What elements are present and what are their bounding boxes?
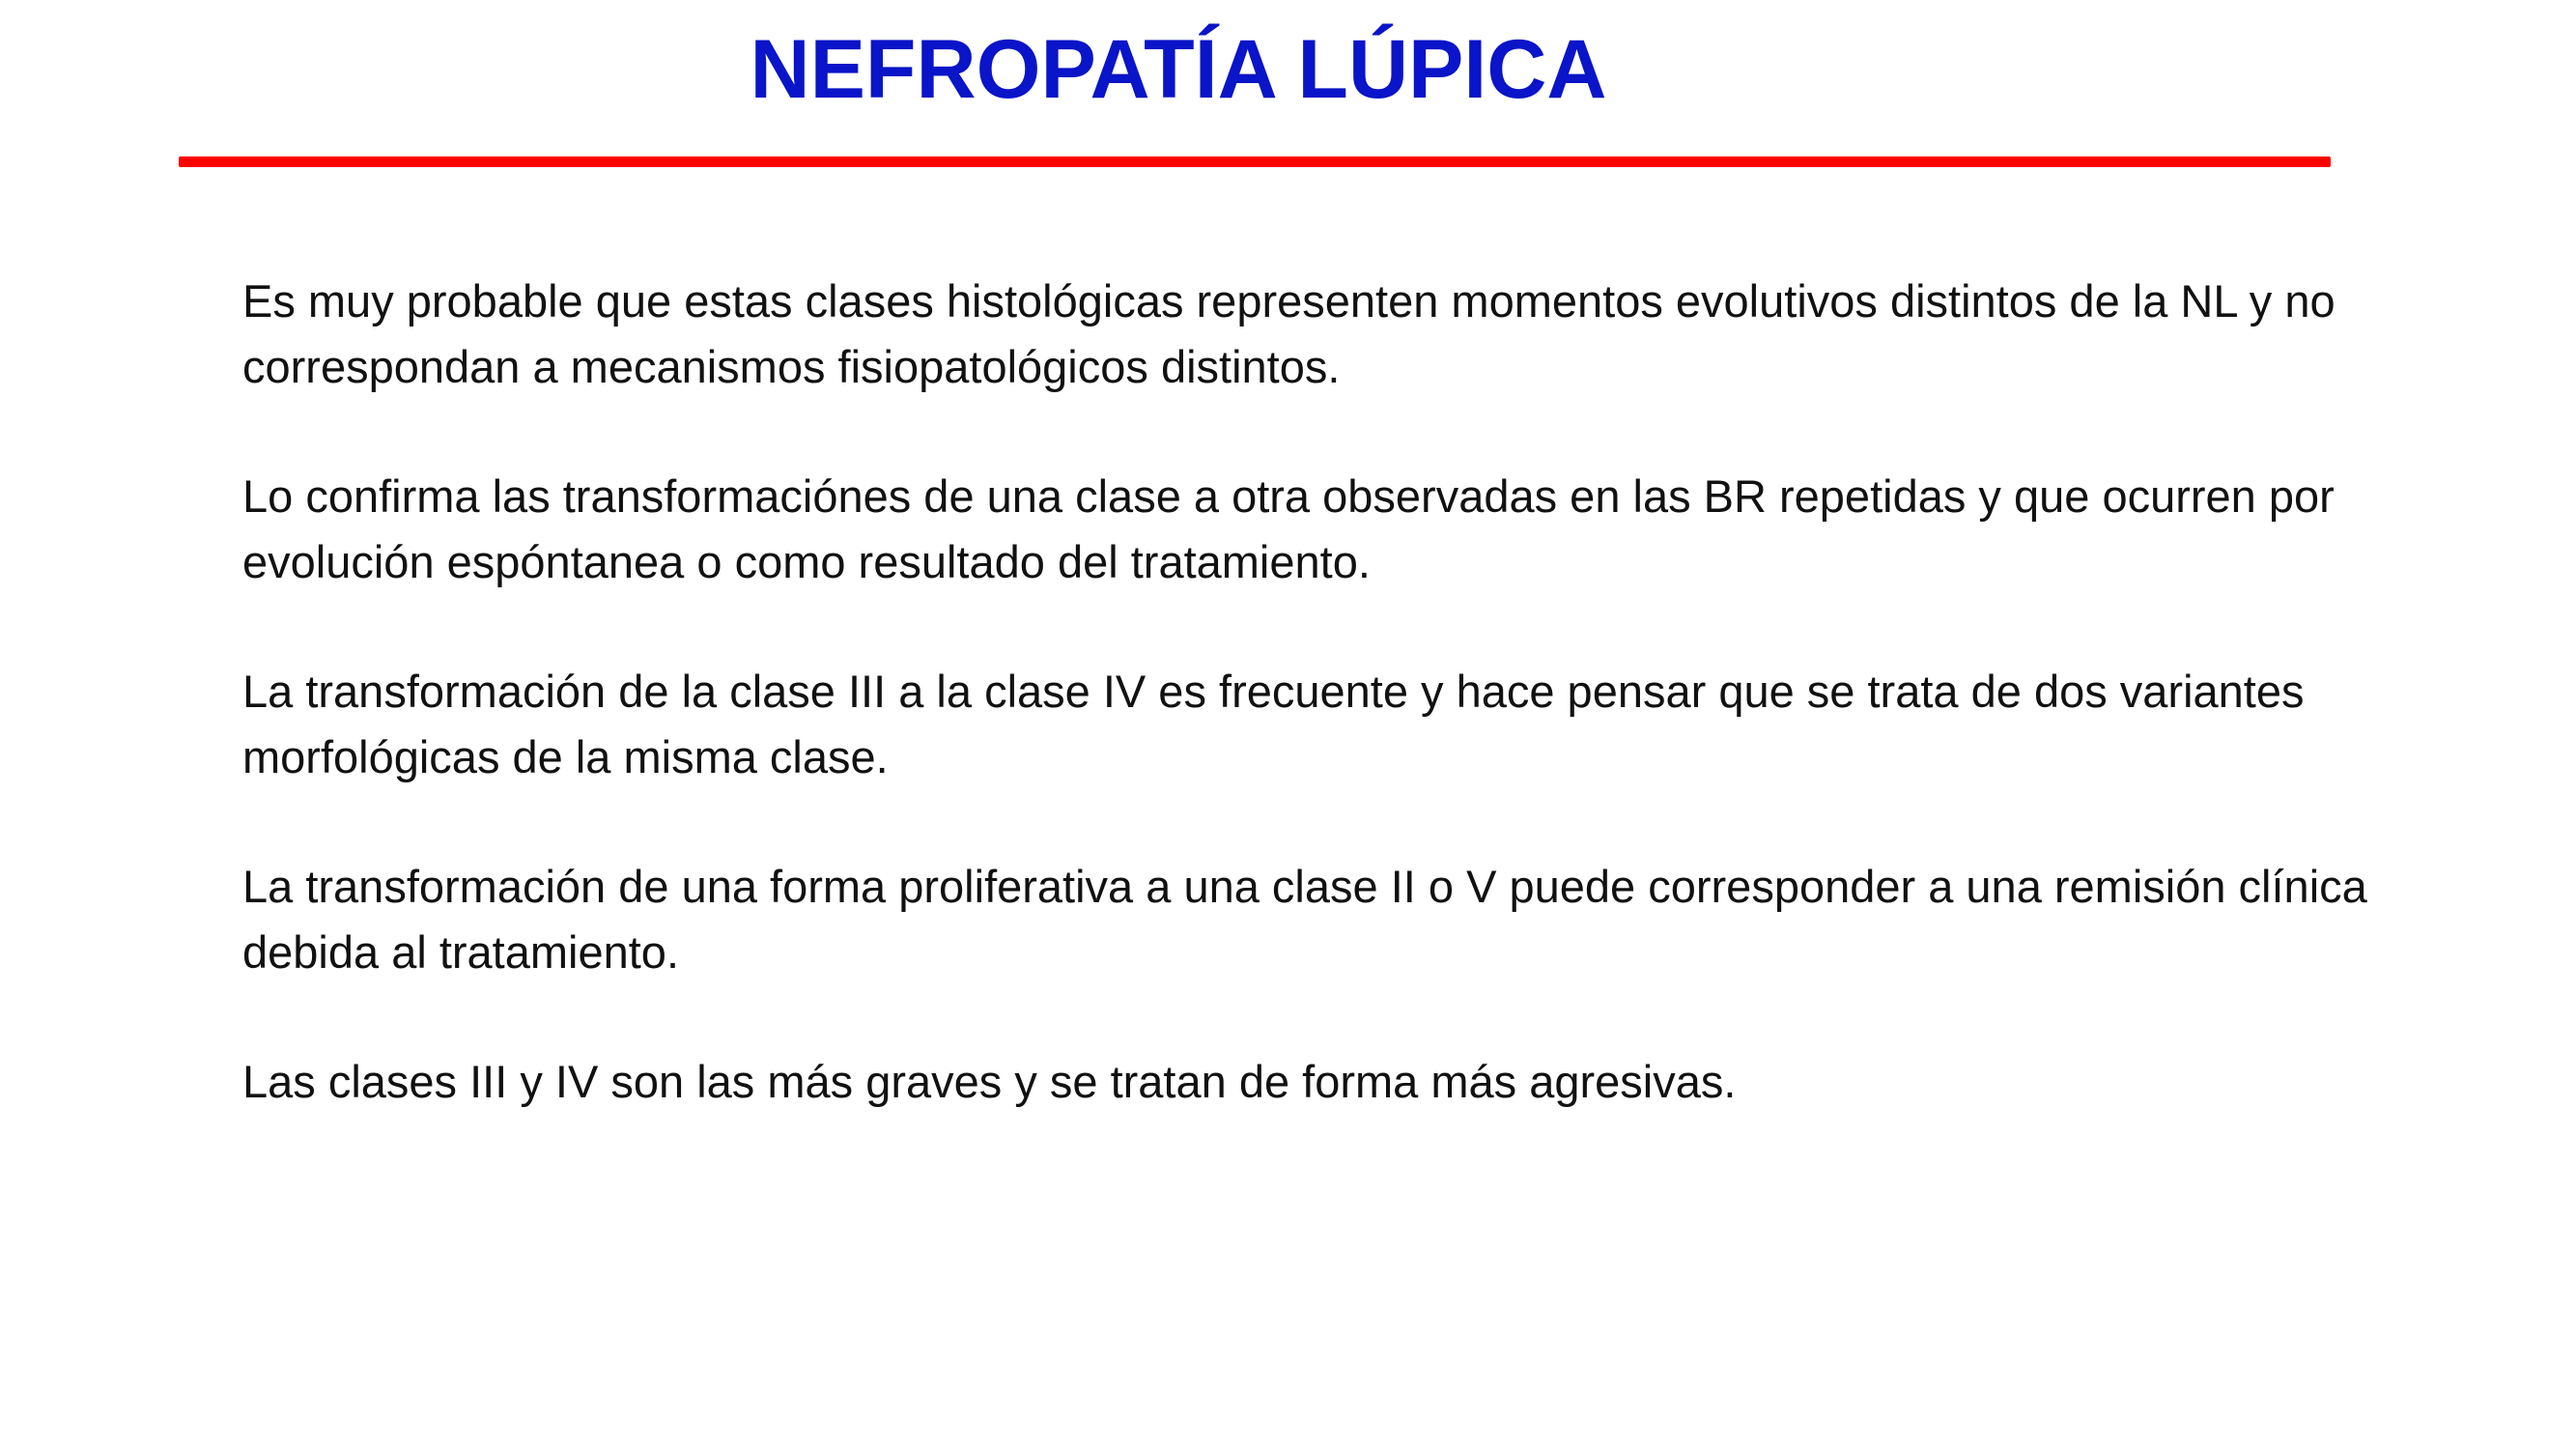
slide-body	[242, 269, 2483, 1115]
slide-title: NEFROPATÍA LÚPICA	[750, 23, 1607, 116]
paragraph-3: La transformación de la clase III a la clase IV es frecuente y hace pensar que se trata de dos variantes morfológicas de la misma clase.	[242, 666, 2305, 782]
paragraph-2: Lo confirma las transformaciónes de una clase a otra observadas en las BR repetidas y que ocurren por evolución espóntanea o como resultado del tratamiento.	[242, 470, 2335, 587]
paragraph-4: La transformación de una forma proliferativa a una clase II o V puede corresponder a una remisión clínica debida al tratamiento.	[242, 861, 2367, 978]
paragraph-1: Es muy probable que estas clases histológicas representen momentos evolutivos distintos de la NL y no correspondan a mecanismos fisiopatológicos distintos.	[242, 275, 2335, 392]
paragraph-5: Las clases III y IV son las más graves y se tratan de forma más agresivas.	[242, 1056, 1737, 1107]
title-underline-rule	[179, 156, 2331, 167]
